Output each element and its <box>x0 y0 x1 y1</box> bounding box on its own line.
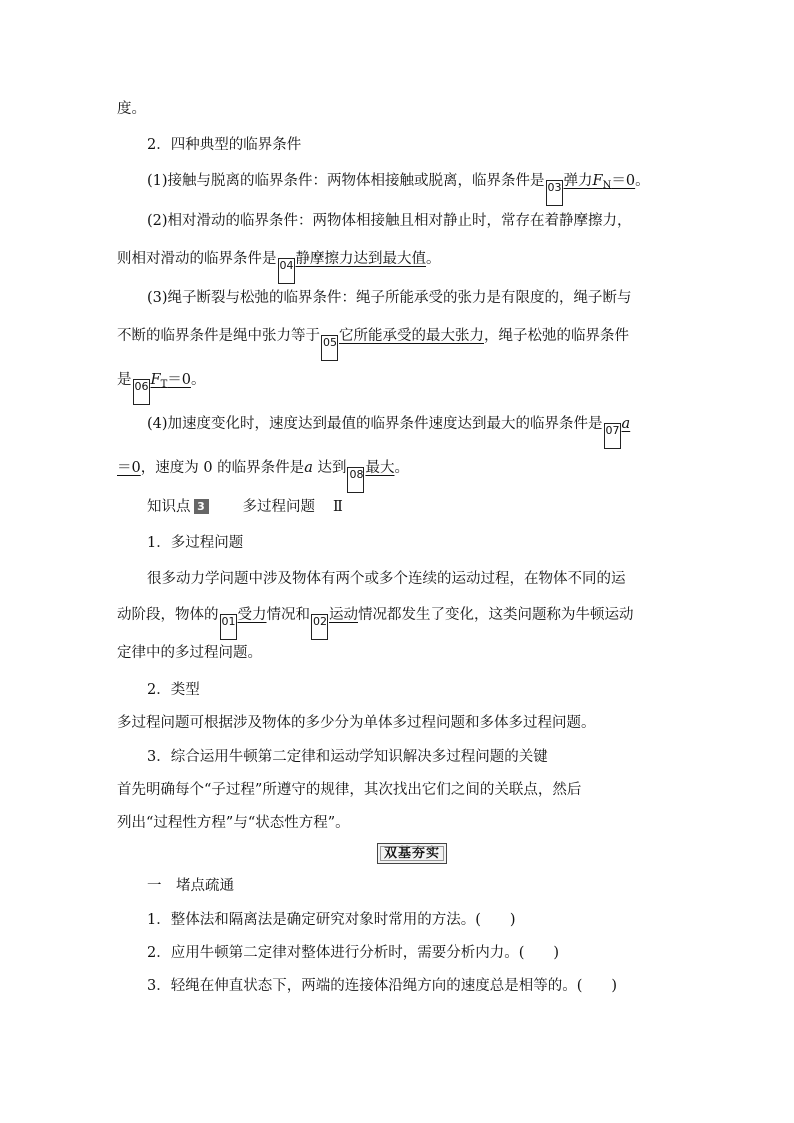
multi-process-line2: 动阶段，物体的 01 受力情况和 02 运动情况都发生了变化，这类问题称为牛顿运动 <box>117 605 687 625</box>
answer-05: 它所能承受的最大张力 <box>339 328 484 344</box>
answer-06: $F_T=0$ <box>150 372 191 390</box>
answer-box-07: 07 <box>604 423 621 449</box>
answer-box-02: 02 <box>311 614 328 640</box>
answer-07-cont: ＝0 <box>117 460 141 476</box>
answer-box-05: 05 <box>321 335 338 361</box>
condition-1-text: (1)接触与脱离的临界条件：两物体相接触或脱离，临界条件是 <box>147 173 545 189</box>
types-text: 多过程问题可根据涉及物体的多少分为单体多过程问题和多体多过程问题。 <box>117 715 596 731</box>
condition-2-line1: (2)相对滑动的临界条件：两物体相接触且相对静止时，常存在着静摩擦力， <box>147 213 632 229</box>
level-mark: Ⅱ <box>333 499 343 515</box>
condition-3-line3: 是 06 $F_T=0$。 <box>117 370 687 390</box>
answer-07: a <box>621 416 631 432</box>
knowledge-point-3-heading: 知识点 3 多过程问题 Ⅱ <box>147 499 343 515</box>
answer-box-08: 08 <box>347 467 364 493</box>
multi-process-line1: 很多动力学问题中涉及物体有两个或多个连续的运动过程，在物体不同的运 <box>147 571 626 587</box>
key-points-line2: 列出“过程性方程”与“状态性方程”。 <box>117 815 350 831</box>
answer-08: 最大 <box>365 460 395 476</box>
paragraph-tail: 度。 <box>117 101 146 117</box>
answer-box-06: 06 <box>133 379 150 405</box>
section-heading-blockage: 一 堵点疏通 <box>147 878 234 894</box>
answer-03: 弹力$F_N=0$ <box>563 173 636 191</box>
condition-2-line2: 则相对滑动的临界条件是 04 静摩擦力达到最大值。 <box>117 249 687 269</box>
condition-3-line1: (3)绳子断裂与松弛的临界条件：绳子所能承受的张力是有限度的，绳子断与 <box>147 290 632 306</box>
key-points-line1: 首先明确每个“子过程”所遵守的规律，其次找出它们之间的关联点，然后 <box>117 782 582 798</box>
answer-box-03: 03 <box>546 180 563 206</box>
section-banner: 双基夯实 <box>377 843 447 864</box>
subsection-multi-process: 1．多过程问题 <box>147 535 244 551</box>
multi-process-line3: 定律中的多过程问题。 <box>117 645 262 661</box>
answer-04: 静摩擦力达到最大值 <box>295 251 426 267</box>
condition-3-line2: 不断的临界条件是绳中张力等于 05 它所能承受的最大张力，绳子松弛的临界条件 <box>117 326 687 346</box>
knowledge-point-number-badge: 3 <box>194 499 209 514</box>
condition-4-line2: ＝0，速度为 0 的临界条件是a 达到 08 最大。 <box>117 458 687 478</box>
answer-box-01: 01 <box>220 614 237 640</box>
condition-4-line1: (4)加速度变化时，速度达到最值的临界条件速度达到最大的临界条件是 07 a <box>147 414 687 434</box>
answer-01: 受力 <box>237 607 267 623</box>
answer-box-04: 04 <box>278 258 295 284</box>
question-3: 3．轻绳在伸直状态下，两端的连接体沿绳方向的速度总是相等的。( ) <box>147 978 618 994</box>
subsection-types: 2．类型 <box>147 682 200 698</box>
subsection-key-points: 3．综合运用牛顿第二定律和运动学知识解决多过程问题的关键 <box>147 749 548 765</box>
condition-1: (1)接触与脱离的临界条件：两物体相接触或脱离，临界条件是 03 弹力$F_N=0$。 <box>147 171 687 191</box>
question-1: 1．整体法和隔离法是确定研究对象时常用的方法。( ) <box>147 912 516 928</box>
question-2: 2．应用牛顿第二定律对整体进行分析时，需要分析内力。( ) <box>147 945 560 961</box>
section-title-critical-conditions: 2．四种典型的临界条件 <box>147 137 302 153</box>
answer-02: 运动 <box>329 607 358 623</box>
